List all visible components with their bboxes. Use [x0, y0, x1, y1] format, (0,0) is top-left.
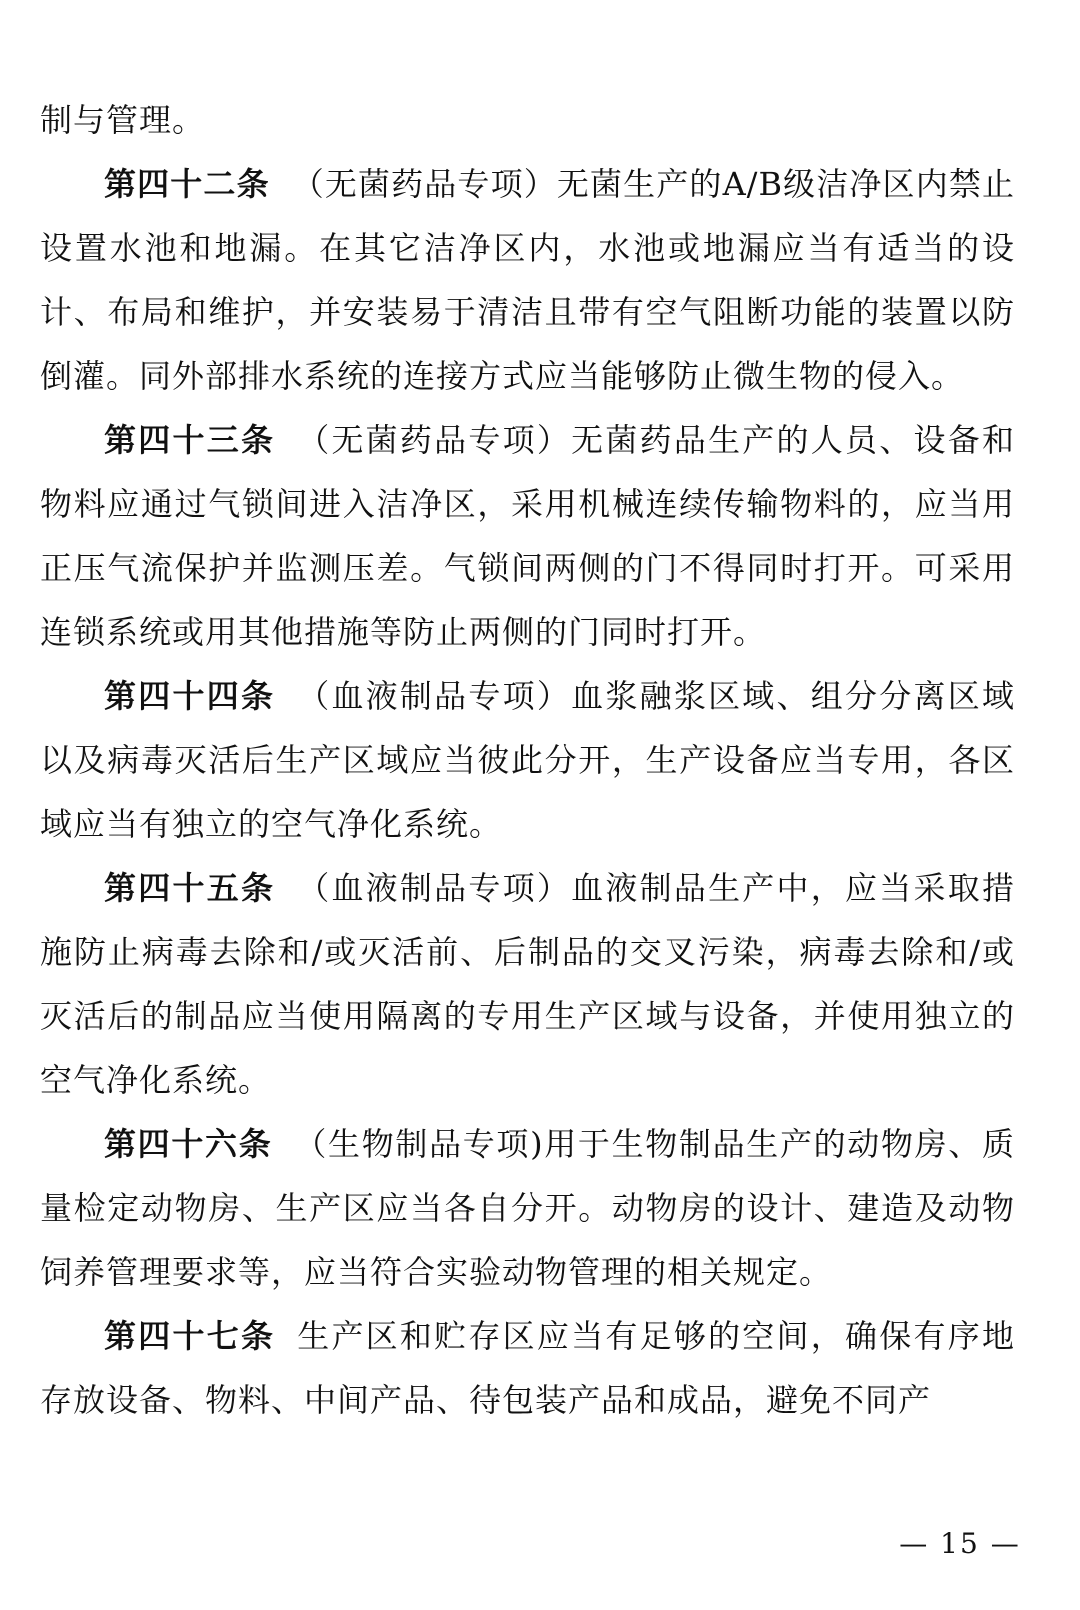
article-body: （血液制品专项）血液制品生产中，应当采取措施防止病毒去除和/或灭活前、后制品的交叉污染，病毒去除和/或灭活后的制品应当使用隔离的专用生产区域与设备，并使用独立的空气净化系统。 — [40, 869, 1015, 1099]
article-45 — [40, 856, 1015, 1112]
article-number: 第四十六条 — [104, 1125, 273, 1163]
article-44 — [40, 664, 1015, 856]
article-46 — [40, 1112, 1015, 1304]
article-43 — [40, 408, 1015, 664]
article-number: 第四十七条 — [104, 1317, 276, 1355]
article-47 — [40, 1304, 1015, 1432]
article-body: （生物制品专项)用于生物制品生产的动物房、质量检定动物房、生产区应当各自分开。动物房的设计、建造及动物饲养管理要求等，应当符合实验动物管理的相关规定。 — [40, 1125, 1015, 1291]
continuation-text: 制与管理。 — [40, 101, 206, 139]
article-number: 第四十三条 — [104, 421, 276, 459]
article-number: 第四十二条 — [104, 165, 270, 203]
article-body: （无菌药品专项）无菌生产的A/B级洁净区内禁止设置水池和地漏。在其它洁净区内，水池或地漏应当有适当的设计、布局和维护，并安装易于清洁且带有空气阻断功能的装置以防倒灌。同外部排水系统的连接方式应当能够防止微生物的侵入。 — [40, 165, 1015, 395]
article-number: 第四十四条 — [104, 677, 276, 715]
article-body: （血液制品专项）血浆融浆区域、组分分离区域以及病毒灭活后生产区域应当彼此分开，生产设备应当专用，各区域应当有独立的空气净化系统。 — [40, 677, 1015, 843]
article-body: 生产区和贮存区应当有足够的空间，确保有序地存放设备、物料、中间产品、待包装产品和成品，避免不同产 — [40, 1317, 1015, 1419]
document-body — [40, 88, 1015, 1432]
article-42 — [40, 152, 1015, 408]
page-number: — 15 — — [899, 1527, 1021, 1560]
article-number: 第四十五条 — [104, 869, 276, 907]
article-body: （无菌药品专项）无菌药品生产的人员、设备和物料应通过气锁间进入洁净区，采用机械连续传输物料的，应当用正压气流保护并监测压差。气锁间两侧的门不得同时打开。可采用连锁系统或用其他措施等防止两侧的门同时打开。 — [40, 421, 1015, 651]
continuation-paragraph — [40, 88, 1015, 152]
